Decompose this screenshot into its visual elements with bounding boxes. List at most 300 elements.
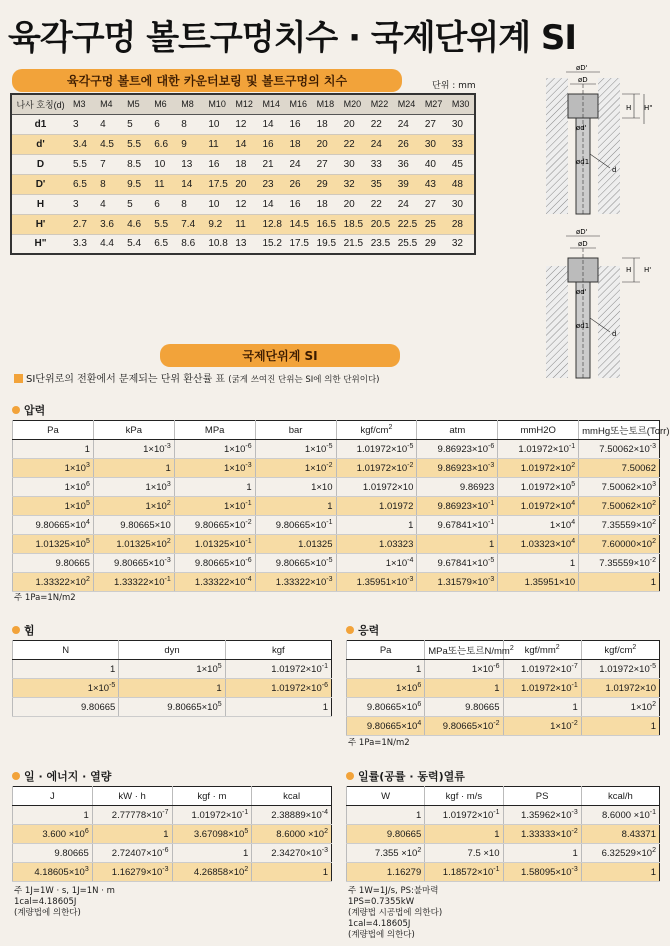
pressure-cell: 1	[174, 478, 255, 497]
bolt-cell: 9.5	[123, 174, 150, 194]
pressure-cell: $1.01972\times 10^{-2}$	[336, 459, 417, 478]
pressure-cell: 9.86923	[417, 478, 498, 497]
page-title: 육각구멍 볼트구멍치수 · 국제단위계 SI	[8, 18, 577, 58]
power-cell: 7.5 ×10	[425, 844, 503, 863]
power-row	[347, 806, 660, 825]
bolt-cell: 20	[231, 174, 258, 194]
bolt-cell: 6.6	[150, 134, 177, 154]
bolt-row	[11, 114, 475, 134]
bolt-cell: 22	[367, 114, 394, 134]
square-bullet-icon	[14, 374, 23, 383]
force-column-header: N	[13, 641, 119, 660]
diagram-1-label-H: H	[626, 104, 632, 112]
bolt-size-header: M20	[340, 94, 367, 114]
stress-cell: $1.01972\times 10^{-7}$	[503, 660, 581, 679]
force-cell: 1	[225, 698, 331, 717]
bolt-cell: 18	[231, 154, 258, 174]
power-cell: 1	[347, 806, 425, 825]
bolt-cell: 7.4	[177, 214, 204, 234]
power-cell: $1.35962\times 10^{-3}$	[503, 806, 581, 825]
force-row	[13, 698, 332, 717]
counterbore-diagram-1	[540, 64, 660, 214]
pressure-cell: 9.80665×10	[93, 516, 174, 535]
bolt-cell: 40	[421, 154, 448, 174]
pressure-cell: 9.80665	[13, 554, 94, 573]
stress-heading	[346, 622, 379, 638]
power-cell: $7.355 \times 10^2$	[347, 844, 425, 863]
pressure-cell: $1.01972\times 10^{-1}$	[498, 440, 579, 459]
pressure-cell: $1\times 10^3$	[13, 459, 94, 478]
pressure-cell: $7.50062\times 10^2$	[579, 497, 660, 516]
power-cell: 9.80665	[347, 825, 425, 844]
bolt-cell: 4	[96, 194, 123, 214]
pressure-cell: $9.80665\times 10^{-5}$	[255, 554, 336, 573]
pressure-cell: $9.67841\times 10^{-5}$	[417, 554, 498, 573]
power-note-line: 주 1W=1J/s, PS:불마력	[348, 886, 439, 896]
stress-row	[347, 679, 660, 698]
energy-row	[13, 844, 332, 863]
pressure-cell: 1	[336, 516, 417, 535]
power-cell: $1.58095\times 10^{-3}$	[503, 863, 581, 882]
bolt-cell: 14	[258, 194, 285, 214]
bolt-cell: 5	[123, 114, 150, 134]
pressure-cell: $1.33322\times 10^{-1}$	[93, 573, 174, 592]
diagram-2-label-dp: ød'	[576, 288, 587, 296]
pressure-cell: 1	[93, 459, 174, 478]
diagram-2-label-d: d	[612, 330, 617, 338]
power-cell: $1.01972\times 10^{-1}$	[425, 806, 503, 825]
bolt-cell: 20	[340, 114, 367, 134]
bolt-cell: 7	[96, 154, 123, 174]
pressure-cell: $9.80665\times 10^{-2}$	[174, 516, 255, 535]
force-cell: $1\times 10^5$	[119, 660, 225, 679]
bolt-header-label: 나사 호칭(d)	[11, 94, 69, 114]
pressure-cell: 1×10	[255, 478, 336, 497]
pressure-row	[13, 497, 660, 516]
bolt-cell: 39	[394, 174, 421, 194]
bolt-cell: 21.5	[340, 234, 367, 254]
power-cell: $1.33333\times 10^{-2}$	[503, 825, 581, 844]
bolt-cell: 16	[286, 114, 313, 134]
bolt-row	[11, 154, 475, 174]
bolt-cell: 13	[231, 234, 258, 254]
bolt-cell: 8.6	[177, 234, 204, 254]
bolt-row-label: d'	[11, 134, 69, 154]
pressure-cell: $1.01972\times 10^{-5}$	[336, 440, 417, 459]
bolt-row-label: H"	[11, 234, 69, 254]
power-cell: $6.32529\times 10^2$	[581, 844, 659, 863]
force-cell: $9.80665\times 10^5$	[119, 698, 225, 717]
pressure-cell: $1.33322\times 10^2$	[13, 573, 94, 592]
pressure-cell: 1	[417, 535, 498, 554]
energy-cell: $1.16279\times 10^{-3}$	[92, 863, 172, 882]
stress-cell: 1	[581, 717, 659, 736]
diagram-2-label-H1: H'	[644, 266, 652, 274]
energy-cell: $3.600 \times 10^6$	[13, 825, 93, 844]
power-column-header: kcal/h	[581, 787, 659, 806]
bolt-cell: 43	[421, 174, 448, 194]
bolt-size-header: M4	[96, 94, 123, 114]
pressure-cell: $7.50062\times 10^{-3}$	[579, 440, 660, 459]
pressure-row	[13, 554, 660, 573]
power-column-header: kgf · m/s	[425, 787, 503, 806]
bolt-header-row	[11, 94, 475, 114]
force-header-row	[13, 641, 332, 660]
si-section-banner: 국제단위계 SI	[160, 344, 400, 367]
bolt-cell: 25.5	[394, 234, 421, 254]
pressure-cell: $1\times 10^{-3}$	[174, 459, 255, 478]
energy-cell: $2.34270\times 10^{-3}$	[252, 844, 332, 863]
energy-row	[13, 806, 332, 825]
bolt-cell: 5.5	[69, 154, 96, 174]
power-title: 일률(공률 · 동력)열류	[358, 770, 465, 783]
bolt-cell: 26	[394, 134, 421, 154]
bolt-cell: 6.5	[69, 174, 96, 194]
diagram-1-label-D: øD	[578, 76, 588, 84]
bolt-size-header: M14	[258, 94, 285, 114]
pressure-table	[12, 420, 670, 592]
bolt-cell: 30	[340, 154, 367, 174]
bolt-cell: 5	[123, 194, 150, 214]
pressure-title: 압력	[24, 404, 46, 417]
pressure-cell: $1.35951\times 10^{-3}$	[336, 573, 417, 592]
energy-cell: 1	[252, 863, 332, 882]
stress-row	[347, 698, 660, 717]
pressure-row	[13, 459, 660, 478]
pressure-row	[13, 535, 660, 554]
bolt-cell: 9	[177, 134, 204, 154]
energy-table	[12, 786, 332, 882]
bolt-cell: 22	[367, 194, 394, 214]
power-cell: 1	[581, 863, 659, 882]
pressure-cell: $9.80665\times 10^{-3}$	[93, 554, 174, 573]
energy-title: 일 · 에너지 · 열량	[24, 770, 112, 783]
bolt-cell: 10	[204, 114, 231, 134]
bolt-cell: 29	[421, 234, 448, 254]
bolt-cell: 2.7	[69, 214, 96, 234]
pressure-cell: $1.01972\times 10^2$	[498, 459, 579, 478]
stress-cell: $9.80665\times 10^{-2}$	[425, 717, 503, 736]
bolt-cell: 15.2	[258, 234, 285, 254]
force-title: 힘	[24, 624, 35, 637]
bolt-cell: 20	[313, 134, 340, 154]
pressure-column-header: MPa	[174, 421, 255, 440]
stress-column-header: kgf/$cm^2$	[581, 641, 659, 660]
bolt-cell: 24	[367, 134, 394, 154]
bolt-cell: 30	[448, 114, 475, 134]
bolt-size-header: M16	[286, 94, 313, 114]
diagram-2-label-H: H	[626, 266, 632, 274]
stress-cell: $9.80665\times 10^6$	[347, 698, 425, 717]
bolt-cell: 8	[96, 174, 123, 194]
bolt-cell: 24	[394, 194, 421, 214]
bolt-cell: 23	[258, 174, 285, 194]
bolt-cell: 10	[150, 154, 177, 174]
bolt-cell: 32	[448, 234, 475, 254]
bolt-row-label: D'	[11, 174, 69, 194]
bolt-cell: 8.5	[123, 154, 150, 174]
pressure-cell: $1.33322\times 10^{-4}$	[174, 573, 255, 592]
power-table	[346, 786, 660, 882]
pressure-cell: 1	[498, 554, 579, 573]
stress-column-header: MPa또는토르$N/mm^2$	[425, 641, 503, 660]
power-heading	[346, 768, 465, 784]
pressure-cell: $9.80665\times 10^{-1}$	[255, 516, 336, 535]
power-cell: $8.6000 \times 10^{-1}$	[581, 806, 659, 825]
bolt-cell: 45	[448, 154, 475, 174]
stress-cell: $1.01972\times 10^{-1}$	[503, 679, 581, 698]
bolt-size-header: M10	[204, 94, 231, 114]
pressure-cell: 1.35951×10	[498, 573, 579, 592]
bolt-size-header: M18	[313, 94, 340, 114]
bolt-cell: 16	[204, 154, 231, 174]
bolt-cell: 27	[421, 194, 448, 214]
power-row	[347, 844, 660, 863]
pressure-cell: $9.86923\times 10^{-3}$	[417, 459, 498, 478]
energy-cell: 1	[13, 806, 93, 825]
force-row	[13, 679, 332, 698]
pressure-cell: $1.01972\times 10^4$	[498, 497, 579, 516]
power-cell: $1.18572\times 10^{-1}$	[425, 863, 503, 882]
bolt-cell: 14	[177, 174, 204, 194]
force-cell: 1	[13, 660, 119, 679]
bolt-cell: 27	[421, 114, 448, 134]
force-row	[13, 660, 332, 679]
bolt-cell: 29	[313, 174, 340, 194]
bolt-cell: 22.5	[394, 214, 421, 234]
bolt-cell: 16	[258, 134, 285, 154]
bolt-cell: 30	[448, 194, 475, 214]
stress-row	[347, 717, 660, 736]
bolt-cell: 4.4	[96, 234, 123, 254]
bolt-cell: 17.5	[286, 234, 313, 254]
stress-header-row	[347, 641, 660, 660]
pressure-column-header: kPa	[93, 421, 174, 440]
power-cell: 1	[503, 844, 581, 863]
pressure-cell: $1.33322\times 10^{-3}$	[255, 573, 336, 592]
energy-cell: $8.6000 \times 10^2$	[252, 825, 332, 844]
pressure-cell: $1\times 10^6$	[13, 478, 94, 497]
pressure-cell: 1.01972	[336, 497, 417, 516]
pressure-column-header: atm	[417, 421, 498, 440]
force-cell: $1.01972\times 10^{-6}$	[225, 679, 331, 698]
bolt-cell: 11	[231, 214, 258, 234]
bolt-size-header: M12	[231, 94, 258, 114]
bolt-row	[11, 214, 475, 234]
pressure-cell: $1.01325\times 10^{-1}$	[174, 535, 255, 554]
bolt-cell: 18	[286, 134, 313, 154]
bolt-row	[11, 234, 475, 254]
energy-header-row	[13, 787, 332, 806]
bolt-cell: 17.5	[204, 174, 231, 194]
pressure-cell: $7.50062\times 10^3$	[579, 478, 660, 497]
pressure-cell: $1.03323\times 10^4$	[498, 535, 579, 554]
power-cell: 1	[425, 825, 503, 844]
unit-label: 단위 : mm	[432, 81, 476, 91]
pressure-cell: $7.60000\times 10^2$	[579, 535, 660, 554]
bolt-cell: 33	[448, 134, 475, 154]
pressure-cell: $1\times 10^{-2}$	[255, 459, 336, 478]
pressure-cell: $1.31579\times 10^{-3}$	[417, 573, 498, 592]
bolt-cell: 4.6	[123, 214, 150, 234]
bolt-cell: 4	[96, 114, 123, 134]
bolt-row-label: H'	[11, 214, 69, 234]
diagram-1-label-H2: H"	[644, 104, 653, 112]
energy-notes	[14, 886, 115, 919]
pressure-cell: $1.01325\times 10^2$	[93, 535, 174, 554]
bolt-cell: 10.8	[204, 234, 231, 254]
energy-cell: $1.01972\times 10^{-1}$	[172, 806, 252, 825]
bolt-cell: 4.5	[96, 134, 123, 154]
pressure-column-header: Pa	[13, 421, 94, 440]
counterbore-diagram-2	[540, 228, 660, 378]
bolt-row	[11, 194, 475, 214]
energy-cell: $2.77778\times 10^{-7}$	[92, 806, 172, 825]
si-intro	[14, 370, 379, 385]
force-column-header: kgf	[225, 641, 331, 660]
pressure-cell: $1\times 10^3$	[93, 478, 174, 497]
bolt-cell: 20	[340, 194, 367, 214]
pressure-cell: $1.01972\times 10^5$	[498, 478, 579, 497]
energy-note-line: 1cal=4.18605J	[14, 897, 77, 907]
bolt-cell: 3	[69, 194, 96, 214]
power-header-row	[347, 787, 660, 806]
energy-cell: 1	[92, 825, 172, 844]
energy-cell: $4.18605\times 10^3$	[13, 863, 93, 882]
power-cell: 1.16279	[347, 863, 425, 882]
bolt-cell: 6	[150, 114, 177, 134]
bolt-row	[11, 174, 475, 194]
pressure-cell: 1.01325	[255, 535, 336, 554]
pressure-cell: $7.35559\times 10^{-2}$	[579, 554, 660, 573]
energy-column-header: kcal	[252, 787, 332, 806]
pressure-cell: $1\times 10^{-3}$	[93, 440, 174, 459]
bolt-row-label: H	[11, 194, 69, 214]
pressure-header-row	[13, 421, 660, 440]
pressure-column-header: bar	[255, 421, 336, 440]
pressure-note: 주 1Pa=1N/m2	[14, 593, 76, 603]
energy-cell: $2.38889\times 10^{-4}$	[252, 806, 332, 825]
stress-cell: $1\times 10^6$	[347, 679, 425, 698]
bullet-icon	[12, 626, 20, 634]
pressure-cell: $7.35559\times 10^2$	[579, 516, 660, 535]
power-row	[347, 825, 660, 844]
force-cell: $1.01972\times 10^{-1}$	[225, 660, 331, 679]
pressure-column-header: kgf/$cm^2$	[336, 421, 417, 440]
stress-row	[347, 660, 660, 679]
bolt-cell: 35	[367, 174, 394, 194]
pressure-row	[13, 440, 660, 459]
bolt-cell: 3.3	[69, 234, 96, 254]
power-note-line: (계량법 시공법에 의한다)	[348, 908, 443, 918]
bolt-cell: 23.5	[367, 234, 394, 254]
bolt-cell: 12	[231, 194, 258, 214]
stress-cell: 1	[425, 679, 503, 698]
pressure-cell: $1\times 10^{-1}$	[174, 497, 255, 516]
bolt-cell: 36	[394, 154, 421, 174]
bolt-cell: 5.4	[123, 234, 150, 254]
diagram-1-label-dprime: øD'	[576, 64, 588, 72]
stress-cell: 1	[503, 698, 581, 717]
bolt-cell: 13	[177, 154, 204, 174]
bolt-row-label: d1	[11, 114, 69, 134]
pressure-cell: 1	[579, 573, 660, 592]
bolt-cell: 16	[286, 194, 313, 214]
power-note-line: 1cal=4.18605J	[348, 919, 411, 929]
power-cell: 8.43371	[581, 825, 659, 844]
bolt-cell: 32	[340, 174, 367, 194]
bolt-cell: 6	[150, 194, 177, 214]
bolt-size-header: M24	[394, 94, 421, 114]
bolt-cell: 27	[313, 154, 340, 174]
pressure-cell: $1\times 10^5$	[13, 497, 94, 516]
pressure-heading	[12, 402, 45, 418]
force-cell: 1	[119, 679, 225, 698]
energy-cell: $4.26858\times 10^2$	[172, 863, 252, 882]
bolt-cell: 25	[421, 214, 448, 234]
energy-cell: $3.67098\times 10^5$	[172, 825, 252, 844]
pressure-cell: 7.50062	[579, 459, 660, 478]
bolt-cell: 18	[313, 114, 340, 134]
pressure-cell: $9.80665\times 10^4$	[13, 516, 94, 535]
bolt-cell: 5.5	[123, 134, 150, 154]
energy-note-line: (계량법에 의한다)	[14, 908, 81, 918]
bolt-cell: 14.5	[286, 214, 313, 234]
bullet-icon	[346, 626, 354, 634]
energy-column-header: kgf · m	[172, 787, 252, 806]
diagram-1-label-d: d	[612, 166, 617, 174]
bolt-cell: 26	[286, 174, 313, 194]
pressure-cell: $1\times 10^4$	[498, 516, 579, 535]
bolt-dimension-table	[10, 93, 476, 255]
bolt-cell: 16.5	[313, 214, 340, 234]
energy-heading	[12, 768, 111, 784]
si-intro-note: (굵게 쓰여진 단위는 SI에 의한 단위이다)	[228, 375, 380, 385]
bolt-cell: 12.8	[258, 214, 285, 234]
bolt-cell: 14	[231, 134, 258, 154]
energy-note-line: 주 1J=1W · s, 1J=1N · m	[14, 886, 115, 896]
stress-cell: $1.01972\times 10^{-5}$	[581, 660, 659, 679]
bolt-cell: 30	[421, 134, 448, 154]
pressure-cell: $1.01325\times 10^5$	[13, 535, 94, 554]
bolt-section-banner: 육각구멍 볼트에 대한 카운터보링 및 볼트구멍의 치수	[12, 69, 402, 92]
bolt-cell: 28	[448, 214, 475, 234]
force-cell: $1\times 10^{-5}$	[13, 679, 119, 698]
bolt-size-header: M3	[69, 94, 96, 114]
bolt-size-header: M8	[177, 94, 204, 114]
force-table	[12, 640, 332, 717]
bolt-cell: 3.4	[69, 134, 96, 154]
bolt-cell: 3	[69, 114, 96, 134]
bolt-cell: 8	[177, 194, 204, 214]
power-column-header: W	[347, 787, 425, 806]
stress-cell: $1\times 10^{-2}$	[503, 717, 581, 736]
bolt-cell: 11	[150, 174, 177, 194]
bolt-cell: 11	[204, 134, 231, 154]
diagram-2-label-d1: ød1	[576, 322, 590, 330]
bullet-icon	[12, 772, 20, 780]
diagram-1-label-d1: ød1	[576, 158, 590, 166]
bullet-icon	[346, 772, 354, 780]
energy-cell: 1	[172, 844, 252, 863]
bolt-row	[11, 134, 475, 154]
bolt-size-header: M27	[421, 94, 448, 114]
stress-column-header: Pa	[347, 641, 425, 660]
power-note-line: 1PS=0.7355kW	[348, 897, 415, 907]
bolt-cell: 21	[258, 154, 285, 174]
energy-cell: $2.72407\times 10^{-6}$	[92, 844, 172, 863]
bolt-cell: 22	[340, 134, 367, 154]
